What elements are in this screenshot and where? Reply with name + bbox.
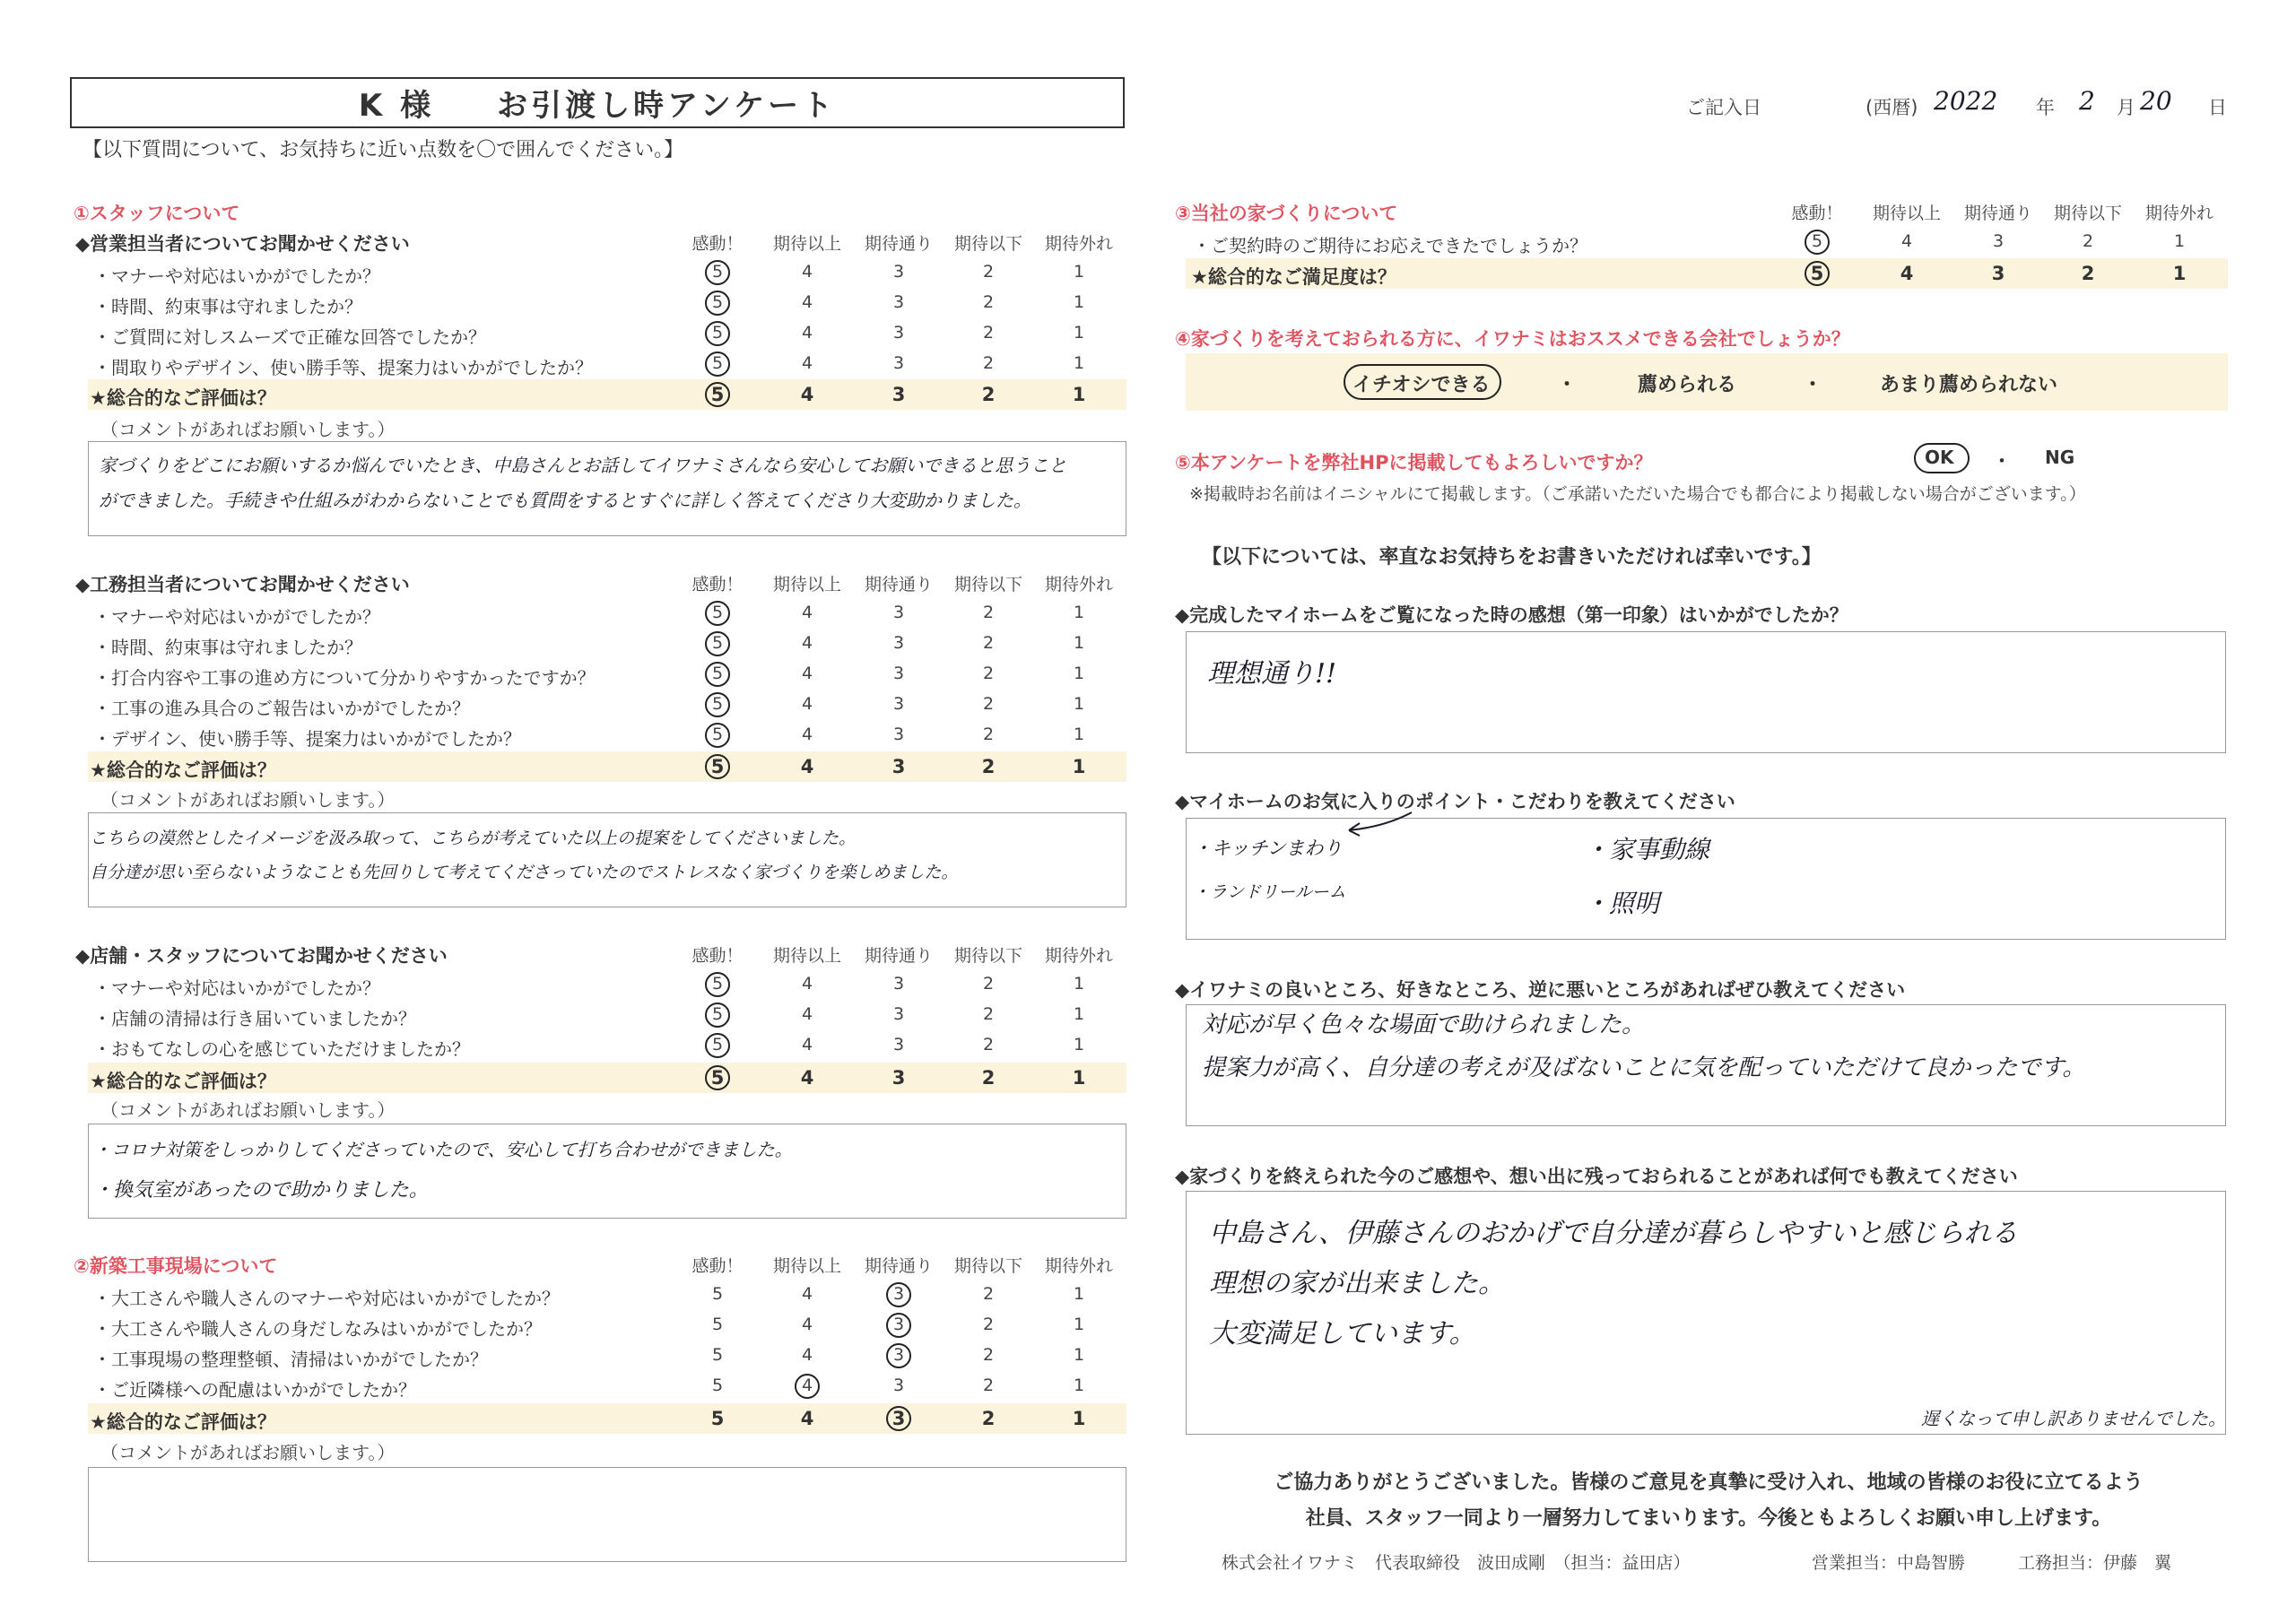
option-ok[interactable]: OK bbox=[1925, 447, 1954, 468]
answer-circle bbox=[1805, 261, 1830, 286]
rating-option[interactable]: 2 bbox=[982, 353, 995, 373]
question-text: ・工事現場の整理整頓、清掃はいかがでしたか？ bbox=[93, 1349, 488, 1370]
scale-header-label: 感動！ bbox=[691, 1256, 744, 1276]
free-answer-box-impression[interactable] bbox=[1186, 631, 2226, 753]
scale-header-label: 期待通り bbox=[864, 575, 933, 595]
rating-option[interactable]: 2 bbox=[982, 1345, 995, 1365]
rating-option[interactable]: 3 bbox=[892, 694, 905, 714]
rating-option[interactable]: 5 bbox=[711, 1284, 724, 1304]
rating-option[interactable]: 5 bbox=[711, 292, 724, 312]
question-text: ・マナーや対応はいかがでしたか？ bbox=[93, 606, 380, 628]
year-value[interactable]: 2022 bbox=[1934, 86, 1998, 116]
rating-option[interactable]: 1 bbox=[1073, 603, 1085, 622]
free-answer-line: 大変満足しています。 bbox=[1209, 1318, 1476, 1350]
rating-option[interactable]: 1 bbox=[1072, 756, 1086, 777]
rating-option[interactable]: 5 bbox=[711, 1315, 724, 1334]
day-value[interactable]: 20 bbox=[2140, 86, 2172, 116]
rating-option[interactable]: 4 bbox=[801, 1376, 813, 1395]
question-text: ・マナーや対応はいかがでしたか？ bbox=[93, 977, 380, 999]
arrow-icon bbox=[1340, 807, 1421, 843]
question-text: ・工事の進み具合のご報告はいかがでしたか？ bbox=[93, 698, 470, 719]
answer-circle bbox=[886, 1282, 911, 1307]
rating-option[interactable]: 1 bbox=[1072, 384, 1086, 405]
comment-line: 自分達が思い至らないようなことも先回りして考えてくださっていたのでストレスなく家づくりを楽しめました。 bbox=[90, 863, 959, 882]
rating-option[interactable]: 5 bbox=[711, 323, 724, 343]
question-text: ・おもてなしの心を感じていただけましたか？ bbox=[93, 1038, 470, 1060]
rating-option[interactable]: 3 bbox=[891, 756, 906, 777]
rating-option[interactable]: 2 bbox=[982, 1376, 995, 1395]
rating-option[interactable]: 4 bbox=[801, 664, 813, 683]
free-answer-line: 中島さん、伊藤さんのおかげで自分達が暮らしやすいと感じられる bbox=[1209, 1218, 2018, 1249]
rating-option[interactable]: 4 bbox=[801, 1345, 813, 1365]
free-question-title: ◆イワナミの良いところ、好きなところ、逆に悪いところがあればぜひ教えてください bbox=[1175, 979, 1906, 1001]
scale-header-label: 期待以下 bbox=[953, 946, 1022, 966]
scale-header-label: 期待通り bbox=[864, 234, 933, 254]
publish-note: ※掲載時お名前はイニシャルにて掲載します。（ご承諾いただいた場合でも都合により掲載しない場合がございます。） bbox=[1189, 484, 2086, 504]
scale-header-label: 期待以下 bbox=[953, 1256, 1022, 1276]
scale-header-label: 期待以上 bbox=[772, 575, 841, 595]
rating-option[interactable]: 4 bbox=[801, 1035, 813, 1055]
answer-circle bbox=[705, 601, 730, 626]
rating-option[interactable]: 4 bbox=[800, 1408, 814, 1429]
free-question-title: ◆家づくりを終えられた今のご感想や、想い出に残っておられることがあれば何でも教えてください bbox=[1175, 1166, 2018, 1187]
rating-option[interactable]: 3 bbox=[1992, 231, 2005, 251]
scale-header-label: 期待外れ bbox=[1044, 234, 1113, 254]
rating-option[interactable]: 2 bbox=[2081, 263, 2095, 284]
survey-title-box bbox=[70, 77, 1125, 128]
rating-option[interactable]: 1 bbox=[1073, 1315, 1085, 1334]
rating-option[interactable]: 2 bbox=[982, 603, 995, 622]
company-signature: 株式会社イワナミ 代表取締役 波田成剛 （担当：益田店） bbox=[1222, 1553, 1691, 1573]
free-question-title: ◆完成したマイホームをご覧になった時の感想（第一印象）はいかがでしたか？ bbox=[1175, 604, 1848, 626]
scale-header-label: 感動！ bbox=[1791, 204, 1843, 223]
rating-option[interactable]: 2 bbox=[982, 633, 995, 653]
thanks-line-1: ご協力ありがとうございました。皆様のご意見を真摯に受け入れ、地域の皆様のお役に立てるよう bbox=[1274, 1471, 2144, 1494]
rating-option[interactable]: 4 bbox=[801, 353, 813, 373]
day-unit: 日 bbox=[2208, 97, 2227, 118]
rating-option[interactable]: 3 bbox=[892, 353, 905, 373]
rating-option[interactable]: 5 bbox=[710, 384, 725, 405]
option-separator: ・ bbox=[1557, 374, 1578, 396]
rating-option[interactable]: 4 bbox=[801, 725, 813, 744]
rating-option[interactable]: 1 bbox=[1073, 323, 1085, 343]
rating-option[interactable]: 2 bbox=[981, 384, 996, 405]
rating-option[interactable]: 2 bbox=[982, 664, 995, 683]
question-text: ・大工さんや職人さんの身だしなみはいかがでしたか？ bbox=[93, 1318, 542, 1340]
answer-circle bbox=[705, 723, 730, 748]
rating-option[interactable]: 3 bbox=[892, 1284, 905, 1304]
section-5-title: ⑤本アンケートを弊社HPに掲載してもよろしいですか？ bbox=[1175, 452, 1653, 473]
rating-option[interactable]: 3 bbox=[892, 323, 905, 343]
rating-option[interactable]: 2 bbox=[982, 725, 995, 744]
rating-option[interactable]: 3 bbox=[892, 1376, 905, 1395]
rating-option[interactable]: 4 bbox=[800, 384, 814, 405]
rating-option[interactable]: 2 bbox=[982, 292, 995, 312]
rating-option[interactable]: 2 bbox=[982, 1035, 995, 1055]
month-value[interactable]: 2 bbox=[2079, 86, 2095, 116]
rating-option[interactable]: 4 bbox=[801, 292, 813, 312]
rating-option[interactable]: 3 bbox=[892, 1004, 905, 1024]
free-answer-line: 理想の家が出来ました。 bbox=[1209, 1268, 1505, 1299]
scale-header-label: 期待通り bbox=[864, 946, 933, 966]
free-question-title: ◆マイホームのお気に入りのポイント・こだわりを教えてください bbox=[1175, 791, 1735, 812]
rating-option[interactable]: 3 bbox=[1991, 263, 2005, 284]
scale-header-label: 期待外れ bbox=[1044, 1256, 1113, 1276]
scale-header-label: 感動！ bbox=[691, 575, 744, 595]
group-store-title: ◆店舗・スタッフについてお聞かせください bbox=[75, 945, 448, 967]
free-intro: 【以下については、率直なお気持ちをお書きいただければ幸いです。】 bbox=[1202, 546, 1822, 568]
rating-option[interactable]: 4 bbox=[801, 1284, 813, 1304]
question-text: ・ご近隣様への配慮はいかがでしたか？ bbox=[93, 1379, 416, 1401]
rating-option[interactable]: 4 bbox=[801, 974, 813, 994]
section-3-title: ③当社の家づくりについて bbox=[1175, 203, 1398, 224]
option-separator: ・ bbox=[1803, 374, 1823, 396]
rating-option[interactable]: 3 bbox=[892, 725, 905, 744]
section-2-title: ②新築工事現場について bbox=[74, 1255, 278, 1277]
scale-header-label: 期待外れ bbox=[1044, 575, 1113, 595]
rating-option[interactable]: 5 bbox=[711, 1376, 724, 1395]
rating-option[interactable]: 1 bbox=[1072, 1408, 1086, 1429]
favorite-point: ・照明 bbox=[1584, 889, 1660, 918]
question-text: ・デザイン、使い勝手等、提案力はいかがでしたか？ bbox=[93, 728, 521, 750]
section-1-title: ①スタッフについて bbox=[74, 203, 240, 224]
comment-line: ができました。手続きや仕組みがわからないことでも質問をするとすぐに詳しく答えてくださり大変助かりました。 bbox=[99, 490, 1031, 511]
answer-circle bbox=[886, 1343, 911, 1368]
answer-circle bbox=[705, 321, 730, 346]
favorite-point: ・キッチンまわり bbox=[1193, 838, 1343, 859]
answer-circle bbox=[705, 631, 730, 656]
scale-header-label: 感動！ bbox=[691, 234, 744, 254]
question-text: ・マナーや対応はいかがでしたか？ bbox=[93, 265, 380, 287]
total-satisfaction-label: ★総合的なご満足度は？ bbox=[1191, 266, 1396, 288]
total-label: ★総合的なご評価は？ bbox=[90, 759, 276, 781]
answer-circle bbox=[705, 1002, 730, 1028]
rating-option[interactable]: 5 bbox=[711, 1345, 724, 1365]
rating-option[interactable]: 4 bbox=[1900, 231, 1913, 251]
rating-option[interactable]: 4 bbox=[801, 603, 813, 622]
answer-circle bbox=[705, 972, 730, 997]
question-text: ・間取りやデザイン、使い勝手等、提案力はいかがでしたか？ bbox=[93, 357, 593, 378]
rating-option[interactable]: 1 bbox=[1073, 1004, 1085, 1024]
scale-header-label: 期待以下 bbox=[953, 234, 1022, 254]
answer-circle bbox=[705, 754, 730, 779]
rating-option[interactable]: 1 bbox=[1073, 725, 1085, 744]
scale-header-label: 期待以上 bbox=[772, 1256, 841, 1276]
comment-line: 家づくりをどこにお願いするか悩んでいたとき、中島さんとお話してイワナミさんなら安心してお願いできると思うこと bbox=[99, 455, 1067, 476]
rating-option[interactable]: 3 bbox=[892, 664, 905, 683]
rating-option[interactable]: 3 bbox=[892, 1035, 905, 1055]
thanks-line-2: 社員、スタッフ一同より一層努力してまいります。今後ともよろしくお願い申し上げます。 bbox=[1305, 1507, 2112, 1530]
option-separator: ・ bbox=[1993, 450, 2011, 472]
rating-option[interactable]: 1 bbox=[1073, 1284, 1085, 1304]
customer-name: K 様 bbox=[358, 88, 435, 124]
rating-option[interactable]: 3 bbox=[891, 1067, 906, 1089]
rating-option[interactable]: 1 bbox=[1073, 353, 1085, 373]
answer-circle bbox=[1805, 230, 1830, 255]
rating-option[interactable]: 5 bbox=[711, 664, 724, 683]
rating-option[interactable]: 2 bbox=[982, 974, 995, 994]
question-text: ・ご契約時のご期待にお応えできたでしょうか？ bbox=[1193, 235, 1587, 256]
rating-option[interactable]: 5 bbox=[711, 725, 724, 744]
comment-hint: （コメントがあればお願いします。） bbox=[100, 789, 396, 811]
comment-line: ・換気室があったので助かりました。 bbox=[93, 1179, 429, 1202]
scale-header-label: 期待以下 bbox=[2053, 204, 2122, 223]
rating-option[interactable]: 4 bbox=[800, 756, 814, 777]
construction-staff: 工務担当：伊藤 翼 bbox=[2018, 1553, 2172, 1573]
rating-option[interactable]: 5 bbox=[711, 1035, 724, 1055]
total-label: ★総合的なご評価は？ bbox=[90, 1411, 276, 1433]
scale-header-label: 期待外れ bbox=[2144, 204, 2213, 223]
rating-option[interactable]: 1 bbox=[2173, 231, 2186, 251]
comment-hint: （コメントがあればお願いします。） bbox=[100, 1099, 396, 1121]
answer-circle bbox=[705, 692, 730, 717]
rating-option[interactable]: 1 bbox=[1073, 292, 1085, 312]
comment-line: ・コロナ対策をしっかりしてくださっていたので、安心して打ち合わせができました。 bbox=[93, 1139, 793, 1160]
question-text: ・大工さんや職人さんのマナーや対応はいかがでしたか？ bbox=[93, 1288, 560, 1309]
question-text: ・時間、約束事は守れましたか？ bbox=[93, 637, 362, 658]
question-text: ・ご質問に対しスムーズで正確な回答でしたか？ bbox=[93, 326, 486, 348]
rating-option[interactable]: 5 bbox=[710, 1408, 725, 1429]
rating-option[interactable]: 5 bbox=[711, 262, 724, 282]
answer-circle bbox=[705, 1033, 730, 1058]
free-answer-line: 対応が早く色々な場面で助けられました。 bbox=[1202, 1011, 1646, 1038]
rating-option[interactable]: 2 bbox=[982, 323, 995, 343]
rating-option[interactable]: 2 bbox=[981, 756, 996, 777]
answer-circle bbox=[795, 1374, 820, 1399]
scale-header-label: 期待以上 bbox=[1872, 204, 1941, 223]
group-construction-title: ◆工務担当者についてお聞かせください bbox=[75, 574, 410, 595]
rating-option[interactable]: 5 bbox=[710, 1067, 725, 1089]
rating-option[interactable]: 2 bbox=[982, 1315, 995, 1334]
rating-option[interactable]: 3 bbox=[891, 1408, 906, 1429]
answer-circle bbox=[705, 662, 730, 687]
total-label: ★総合的なご評価は？ bbox=[90, 1071, 276, 1092]
rating-option[interactable]: 3 bbox=[892, 262, 905, 282]
rating-option[interactable]: 1 bbox=[1073, 1376, 1085, 1395]
sales-staff: 営業担当：中島智勝 bbox=[1812, 1553, 1966, 1573]
scale-header-label: 感動！ bbox=[691, 946, 744, 966]
answer-circle bbox=[705, 382, 730, 407]
rating-option[interactable]: 4 bbox=[800, 1067, 814, 1089]
answer-circle bbox=[886, 1406, 911, 1431]
rating-option[interactable]: 4 bbox=[801, 633, 813, 653]
rating-option[interactable]: 1 bbox=[1073, 633, 1085, 653]
rating-option[interactable]: 4 bbox=[801, 694, 813, 714]
rating-option[interactable]: 2 bbox=[982, 262, 995, 282]
scale-header-label: 期待通り bbox=[1963, 204, 2032, 223]
rating-option[interactable]: 5 bbox=[711, 694, 724, 714]
rating-option[interactable]: 4 bbox=[801, 262, 813, 282]
rating-option[interactable]: 3 bbox=[892, 292, 905, 312]
answer-circle bbox=[886, 1313, 911, 1338]
rating-option[interactable]: 5 bbox=[711, 353, 724, 373]
rating-option[interactable]: 5 bbox=[711, 1004, 724, 1024]
rating-option[interactable]: 2 bbox=[982, 694, 995, 714]
rating-option[interactable]: 4 bbox=[801, 1004, 813, 1024]
question-text: ・打合内容や工事の進め方について分かりやすかったですか？ bbox=[93, 667, 596, 689]
rating-option[interactable]: 3 bbox=[891, 384, 906, 405]
rating-option[interactable]: 4 bbox=[801, 323, 813, 343]
survey-title: お引渡し時アンケート bbox=[497, 88, 837, 124]
rating-option[interactable]: 1 bbox=[1073, 1035, 1085, 1055]
rating-option[interactable]: 5 bbox=[1810, 263, 1824, 284]
section-4-title: ④家づくりを考えておられる方に、イワナミはおススメできる会社でしょうか？ bbox=[1175, 328, 1850, 350]
rating-option[interactable]: 3 bbox=[892, 603, 905, 622]
rating-option[interactable]: 3 bbox=[892, 1315, 905, 1334]
favorite-point: ・家事動線 bbox=[1584, 835, 1710, 864]
rating-option[interactable]: 5 bbox=[711, 974, 724, 994]
answer-circle bbox=[705, 291, 730, 316]
question-text: ・時間、約束事は守れましたか？ bbox=[93, 296, 362, 317]
free-answer-line: 理想通り!! bbox=[1207, 658, 1337, 690]
entry-date bbox=[1686, 86, 2242, 122]
rating-option[interactable]: 2 bbox=[982, 1004, 995, 1024]
rating-option[interactable]: 4 bbox=[801, 1315, 813, 1334]
comment-hint: （コメントがあればお願いします。） bbox=[100, 1442, 396, 1463]
favorite-point: ・ランドリールーム bbox=[1193, 882, 1346, 902]
era-label: (西暦) bbox=[1866, 97, 1918, 118]
rating-option[interactable]: 5 bbox=[711, 603, 724, 622]
answer-circle bbox=[705, 1065, 730, 1090]
rating-option[interactable]: 5 bbox=[1811, 231, 1823, 251]
rating-option[interactable]: 5 bbox=[711, 633, 724, 653]
option-ng[interactable]: NG bbox=[2045, 447, 2075, 468]
instruction-text: 【以下質問について、お気持ちに近い点数を〇で囲んでください。】 bbox=[83, 139, 684, 161]
rating-option[interactable]: 3 bbox=[892, 1345, 905, 1365]
rating-option[interactable]: 3 bbox=[892, 974, 905, 994]
rating-option[interactable]: 1 bbox=[2172, 263, 2187, 284]
rating-option[interactable]: 4 bbox=[1900, 263, 1914, 284]
scale-header-label: 期待以上 bbox=[772, 946, 841, 966]
rating-option[interactable]: 2 bbox=[981, 1408, 996, 1429]
month-unit: 月 bbox=[2117, 97, 2135, 118]
rating-option[interactable]: 1 bbox=[1073, 664, 1085, 683]
answer-circle bbox=[705, 260, 730, 285]
rating-option[interactable]: 1 bbox=[1073, 262, 1085, 282]
comment-hint: （コメントがあればお願いします。） bbox=[100, 419, 396, 440]
option-recommend[interactable]: 薦められる bbox=[1638, 374, 1737, 396]
scale-header-label: 期待通り bbox=[864, 1256, 933, 1276]
comment-box-site[interactable] bbox=[88, 1467, 1126, 1562]
rating-option[interactable]: 2 bbox=[982, 1284, 995, 1304]
rating-option[interactable]: 1 bbox=[1073, 694, 1085, 714]
scale-header-label: 期待以上 bbox=[772, 234, 841, 254]
rating-option[interactable]: 5 bbox=[710, 756, 725, 777]
free-answer-line: 提案力が高く、自分達の考えが及ばないことに気を配っていただけて良かったです。 bbox=[1202, 1055, 2086, 1081]
question-text: ・店舗の清掃は行き届いていましたか？ bbox=[93, 1008, 416, 1029]
rating-option[interactable]: 1 bbox=[1073, 1345, 1085, 1365]
option-not-recommend[interactable]: あまり薦められない bbox=[1880, 374, 2058, 396]
answer-circle bbox=[705, 352, 730, 377]
rating-option[interactable]: 1 bbox=[1072, 1067, 1086, 1089]
group-sales-title: ◆営業担当者についてお聞かせください bbox=[75, 233, 410, 255]
comment-line: こちらの漠然としたイメージを汲み取って、こちらが考えていた以上の提案をしてくださいました。 bbox=[90, 829, 857, 848]
date-label: ご記入日 bbox=[1686, 97, 1761, 118]
scale-header-label: 期待以下 bbox=[953, 575, 1022, 595]
rating-option[interactable]: 3 bbox=[892, 633, 905, 653]
year-unit: 年 bbox=[2036, 97, 2055, 118]
option-recommend-strongly[interactable]: イチオシできる bbox=[1352, 374, 1491, 396]
rating-option[interactable]: 2 bbox=[2082, 231, 2094, 251]
total-label: ★総合的なご評価は？ bbox=[90, 387, 276, 409]
scale-header-label: 期待外れ bbox=[1044, 946, 1113, 966]
rating-option[interactable]: 1 bbox=[1073, 974, 1085, 994]
rating-option[interactable]: 2 bbox=[981, 1067, 996, 1089]
free-answer-footnote: 遅くなって申し訳ありませんでした。 bbox=[1921, 1408, 2226, 1429]
